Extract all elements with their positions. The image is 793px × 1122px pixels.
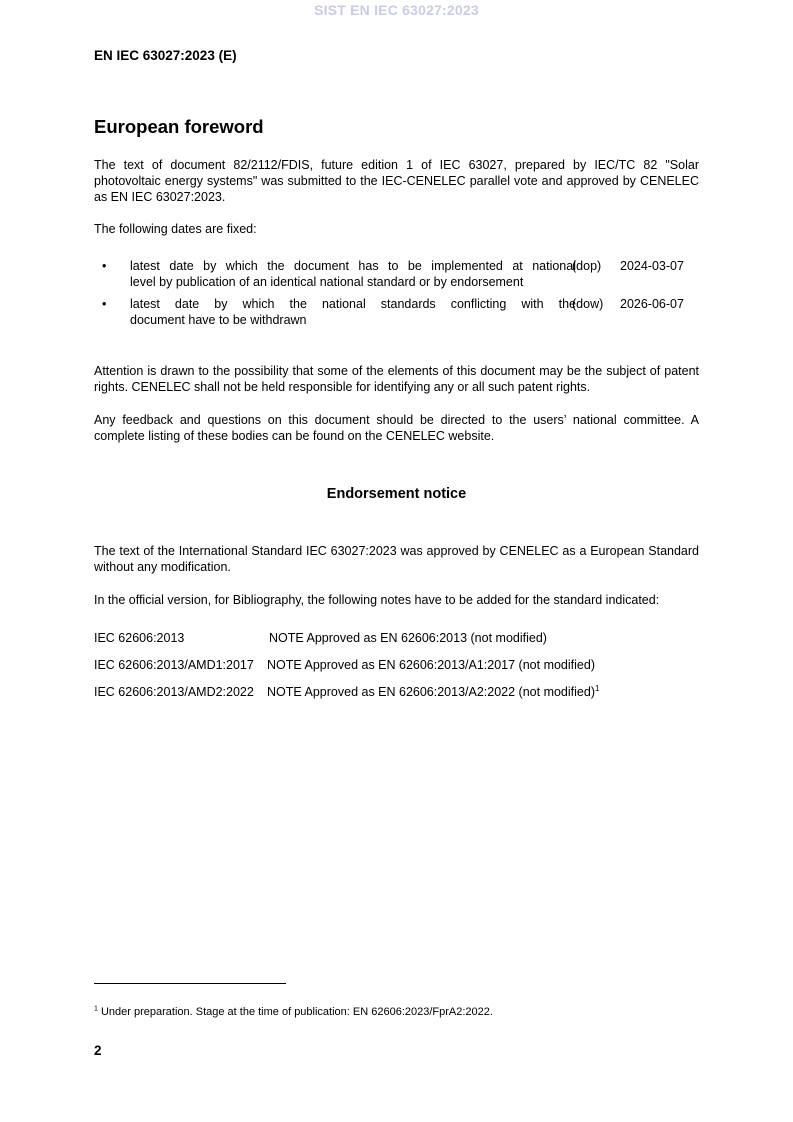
footnote-reference[interactable]: 1: [594, 683, 600, 693]
date-description-line2: level by publication of an identical national standard or by endorsement: [130, 275, 524, 289]
patent-attention-paragraph: Attention is drawn to the possibility that some of the elements of this document may be the subject of patent rights. CENELEC shall not be held responsible for identifying any or all such patent rights.: [94, 364, 699, 394]
date-description-line1: latest date by which the national standards conflicting with the: [130, 297, 576, 311]
note-text: [267, 657, 595, 673]
footnote-separator: [94, 983, 286, 984]
footnote-marker: 1: [94, 1005, 98, 1013]
footnote: [94, 1005, 493, 1019]
note-text-body: NOTE Approved as EN 62606:2013 (not modified): [269, 631, 547, 645]
footnote-text: Under preparation. Stage at the time of publication: EN 62606:2023/FprA2:2022.: [97, 1006, 493, 1018]
foreword-intro-paragraph: The text of document 82/2112/FDIS, future edition 1 of IEC 63027, prepared by IEC/TC 82 "Solar photovoltaic energy systems" was submitted to the IEC-CENELEC parallel vote and approved by CENELEC as EN IEC 63027:2023.: [94, 158, 699, 204]
document-id-header: EN IEC 63027:2023 (E): [94, 48, 237, 63]
page-number: 2: [94, 1043, 102, 1058]
standard-reference: IEC 62606:2013/AMD1:2017: [94, 658, 254, 672]
standard-reference: IEC 62606:2013: [94, 631, 185, 645]
note-text: [269, 630, 547, 646]
date-code: (dow): [572, 297, 604, 311]
official-version-paragraph: In the official version, for Bibliography, the following notes have to be added for the standard indicated:: [94, 593, 660, 607]
endorsement-paragraph: The text of the International Standard IEC 63027:2023 was approved by CENELEC as a European Standard without any modification.: [94, 544, 699, 574]
date-description-line2: document have to be withdrawn: [130, 313, 307, 327]
note-text: [267, 684, 599, 700]
date-code: (dop): [572, 259, 602, 273]
note-text-body: NOTE Approved as EN 62606:2013/A1:2017 (not modified): [267, 658, 595, 672]
foreword-title: European foreword: [94, 116, 264, 137]
endorsement-title: Endorsement notice: [326, 486, 467, 502]
note-text-body: NOTE Approved as EN 62606:2013/A2:2022 (not modified): [267, 685, 595, 699]
dates-intro-paragraph: The following dates are fixed:: [94, 222, 257, 236]
standard-reference: IEC 62606:2013/AMD2:2022: [94, 685, 254, 699]
date-value: 2024-03-07: [620, 259, 684, 273]
date-value: 2026-06-07: [620, 297, 684, 311]
date-description-line1: latest date by which the document has to be implemented at national: [130, 259, 576, 273]
watermark: SIST EN IEC 63027:2023: [314, 2, 479, 18]
bullet-icon: •: [102, 259, 107, 273]
bullet-icon: •: [102, 297, 107, 311]
feedback-paragraph: Any feedback and questions on this document should be directed to the users’ national committee. A complete listing of these bodies can be found on the CENELEC website.: [94, 413, 699, 443]
